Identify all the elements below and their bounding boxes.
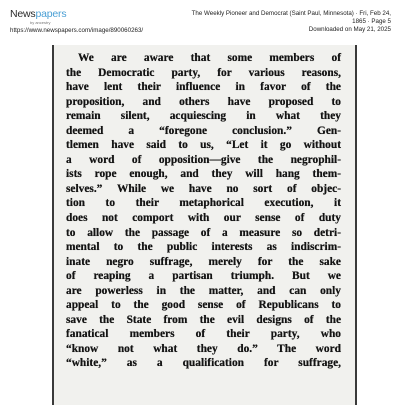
article-line: “know not what they do.” The word bbox=[66, 342, 341, 355]
article-line: a word of opposition—give the negrophil- bbox=[66, 153, 341, 166]
article-line: selves.” While we have no sort of objec- bbox=[66, 182, 341, 195]
publication-info bbox=[192, 10, 391, 35]
article-text bbox=[66, 51, 341, 371]
article-line: tion to their metaphorical execution, it bbox=[66, 197, 341, 210]
article-line: have lent their influence in favor of the bbox=[66, 81, 341, 94]
page-header bbox=[0, 0, 400, 44]
newspaper-clipping bbox=[52, 45, 357, 405]
article-line: the Democratic party, for various reasons, bbox=[66, 66, 341, 79]
article-line: proposition, and others have proposed to bbox=[66, 95, 341, 108]
article-line: of reaping a partisan triumph. But we bbox=[66, 270, 341, 283]
article-line: remain silent, acquiescing in what they bbox=[66, 110, 341, 123]
article-line: save the State from the evil designs of the bbox=[66, 313, 341, 326]
download-date: Downloaded on May 21, 2025 bbox=[308, 26, 391, 34]
article-line: inate negro suffrage, merely for the sake bbox=[66, 255, 341, 268]
article-line: mental to the public interests as indiscrim- bbox=[66, 241, 341, 254]
article-line: We are aware that some members of bbox=[78, 52, 341, 64]
article-line: deemed a “foregone conclusion.” Gen- bbox=[66, 124, 341, 137]
article-line: does not comport with our sense of duty bbox=[66, 212, 341, 225]
logo-word-papers: papers bbox=[35, 8, 67, 20]
publication-line-2: 1865 · Page 5 bbox=[352, 18, 391, 26]
article-line: appeal to the good sense of Republicans to bbox=[66, 299, 341, 312]
logo-wordmark bbox=[10, 9, 66, 20]
article-line: tlemen have said to us, “Let it go without bbox=[66, 139, 341, 152]
newspapers-logo[interactable] bbox=[10, 9, 66, 25]
article-line: fanatical members of their party, who bbox=[66, 328, 341, 341]
article-line: to allow the passage of a measure so detri- bbox=[66, 226, 341, 239]
logo-word-news: News bbox=[10, 8, 36, 20]
article-line: ists rope enough, and they will hang them- bbox=[66, 168, 341, 181]
article-line: “white,” as a qualification for suffrage, bbox=[66, 357, 341, 370]
image-url: https://www.newspapers.com/image/890060263/ bbox=[10, 27, 144, 34]
article-line: are powerless in the matter, and can only bbox=[66, 284, 341, 297]
publication-line-1: The Weekly Pioneer and Democrat (Saint Paul, Minnesota) · Fri, Feb 24, bbox=[191, 10, 391, 17]
logo-byline: by ancestry bbox=[30, 20, 51, 25]
